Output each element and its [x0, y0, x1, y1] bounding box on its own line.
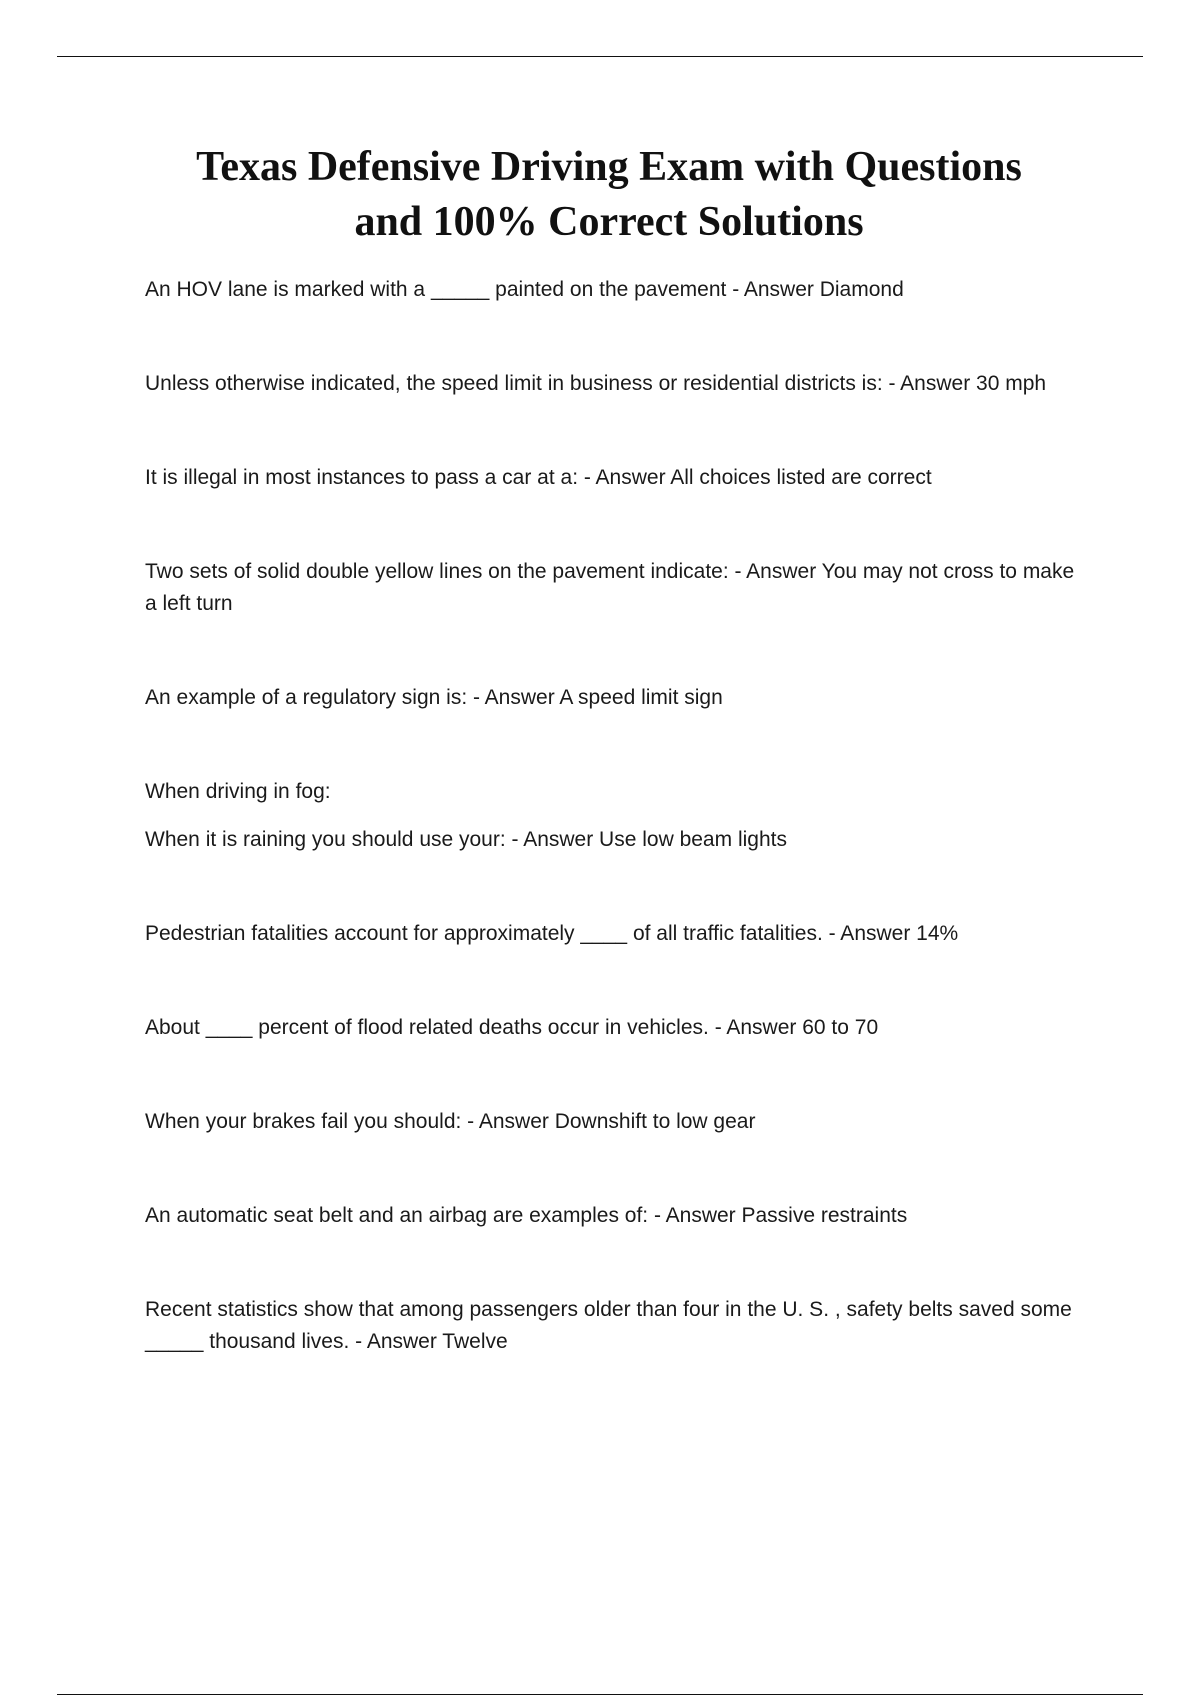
qa-item: An HOV lane is marked with a _____ painted on the pavement - Answer Diamond: [145, 278, 904, 301]
qa-item: About ____ percent of flood related deaths occur in vehicles. - Answer 60 to 70: [145, 1016, 879, 1039]
qa-item: Pedestrian fatalities account for approximately ____ of all traffic fatalities. - Answer 14%: [145, 922, 959, 945]
qa-item: Recent statistics show that among passengers older than four in the U. S. , safety belts saved some _____ thousand lives. - Answer Twelve: [145, 1298, 1072, 1353]
qa-item: Two sets of solid double yellow lines on the pavement indicate: - Answer You may not cross to make a left turn: [145, 560, 1075, 615]
top-rule: [57, 56, 1143, 57]
qa-item: When your brakes fail you should: - Answer Downshift to low gear: [145, 1110, 756, 1133]
qa-item: When it is raining you should use your: - Answer Use low beam lights: [145, 828, 787, 851]
qa-item: Unless otherwise indicated, the speed limit in business or residential districts is: - Answer 30 mph: [145, 372, 1047, 395]
qa-item: An automatic seat belt and an airbag are examples of: - Answer Passive restraints: [145, 1204, 908, 1227]
document-body: [145, 140, 1080, 1358]
qa-item: When driving in fog:: [145, 780, 331, 803]
title-line-1: Texas Defensive Driving Exam with Questions: [196, 144, 1022, 190]
title-line-2: and 100% Correct Solutions: [354, 199, 864, 245]
qa-item: It is illegal in most instances to pass a car at a: - Answer All choices listed are correct: [145, 466, 932, 489]
document-title: [109, 140, 1109, 250]
bottom-rule: [57, 1694, 1143, 1695]
qa-item: An example of a regulatory sign is: - Answer A speed limit sign: [145, 686, 723, 709]
